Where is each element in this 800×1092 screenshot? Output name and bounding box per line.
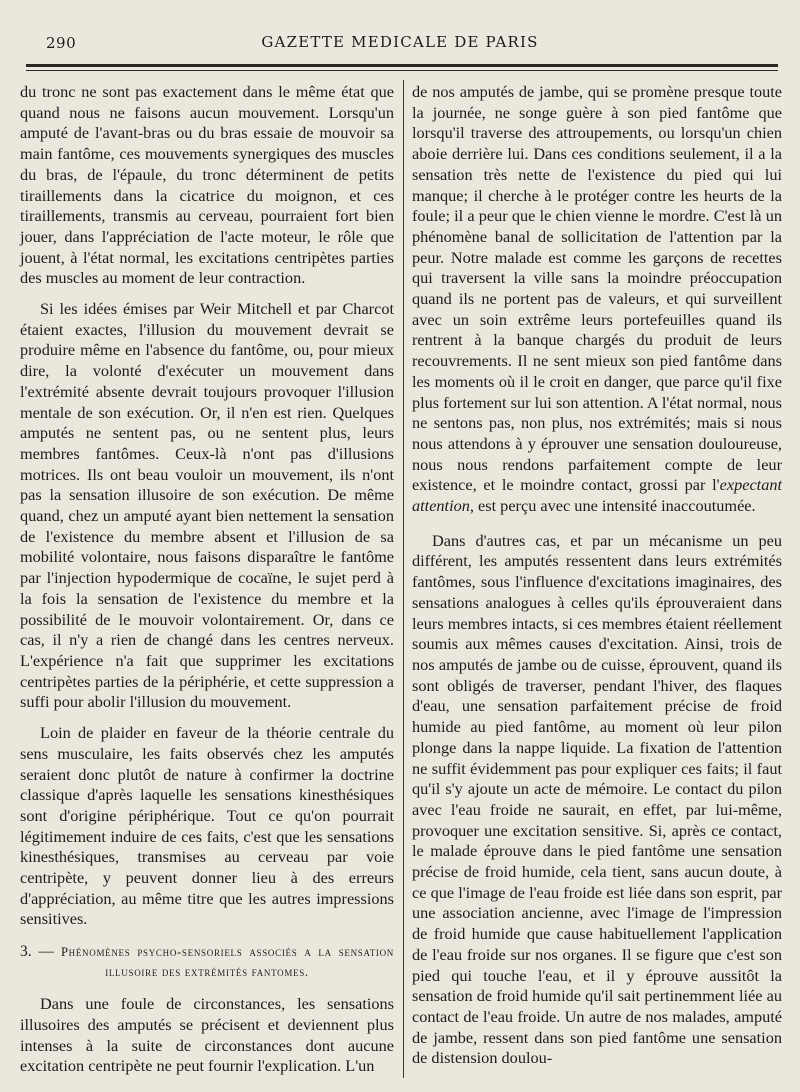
left-paragraph-2: Si les idées émises par Weir Mitchell et par Charcot étaient exactes, l'illusion du mouvement devrait se produire même en l'absence du fantôme, ou, pour mieux dire, la volonté d'exécuter un mouvement dans l'extrémité absente devrait toujours provoquer l'illusion mentale de son exécution. Or, il n'en est rien. Quelques amputés ne sentent pas, ou ne sentent plus, leurs membres fantômes. Ceux-là n'ont pas d'illusions motrices. Ils ont beau vouloir un mouvement, ils n'ont pas la sensation illusoire de son exécution. De même quand, chez un amputé ayant bien nettement la sensation de l'existence du membre absent et l'illusion de sa mobilité volontaire, nous faisons disparaître le fantôme par l'injection hypodermique de cocaïne, le sujet perd à la fois la sensation de l'existence du membre et la possibilité de le mouvoir volontairement. Or, dans ce cas, il n'y a rien de changé dans les centres nerveux. L'expérience n'a fait que supprimer les excitations centripètes parties de la périphérie, et cette suppression a suffi pour abolir l'illusion du mouvement. (20, 299, 394, 712)
right-paragraph-1-italic: expectant attention (412, 475, 782, 516)
section-heading (20, 942, 394, 982)
header-rule-thick (26, 64, 778, 67)
left-paragraph-4: Dans une foule de circonstances, les sensations illusoires des amputés se précisent et deviennent plus intenses à la suite de circonstances dont aucune excitation centripète ne peut fournir l'explication. L'un (20, 994, 394, 1076)
right-paragraph-1-text: de nos amputés de jambe, qui se promène presque toute la journée, ne songe guère à son pied fantôme que lorsqu'il traverse des attroupements, ou lorsqu'un chien aboie derrière lui. Dans ces conditions seulement, il a la sensation très nette de l'existence du pied qui lui manque; il cherche à le protéger contre les heurts de la foule; il a peur que le chien vienne le mordre. C'est là un phénomène banal de sollicitation de l'attention par la peur. Notre malade est comme les garçons de recettes qui traversent la ville sans la moindre préoccupation quand ils ne portent pas de valeurs, et qui surveillent avec un soin extrême leurs portefeuilles quand ils rentrent à la banque chargés du produit de leurs recouvrements. Il ne sent mieux son pied fantôme dans les moments où il le croit en danger, que parce qu'il fixe plus fortement sur lui son attention. A l'état normal, nous ne sentons pas, non plus, nos extrémités; mais si nous nous attendons à y éprouver une sensation douloureuse, nous nous rendons parfaitement compte de leur existence, et le moindre contact, grossi par l' (412, 82, 782, 495)
header-rule-thin (26, 70, 778, 71)
journal-title: GAZETTE MEDICALE DE PARIS (261, 33, 539, 51)
page-header (28, 26, 772, 60)
right-paragraph-1-end: , est perçu avec une intensité inaccoutumée. (469, 496, 756, 516)
left-paragraph-3: Loin de plaider en faveur de la théorie centrale du sens musculaire, les faits observés chez les amputés seraient donc plutôt de nature à confirmer la doctrine classique d'après laquelle les sensations kinesthésiques sont d'origine périphérique. Tout ce qu'on pourrait légitimement induire de ces faits, c'est que les sensations kinesthésiques, transmises au cerveau par voie centripète, y peuvent donner lieu à des erreurs d'appréciation, au même titre que les autres impressions sensitives. (20, 723, 394, 929)
left-column (20, 82, 394, 1077)
right-paragraph-1 (412, 82, 782, 517)
right-column (412, 82, 782, 1069)
section-heading-text: Phénomènes psycho-sensoriels associés a la sensation illusoire des extrémités fantomes. (60, 945, 394, 980)
column-divider (403, 80, 404, 1078)
page-number: 290 (46, 34, 77, 52)
section-heading-number: 3. — (20, 943, 55, 961)
right-paragraph-2: Dans d'autres cas, et par un mécanisme un peu différent, les amputés ressentent dans leurs extrémités fantômes, sous l'influence d'excitations imaginaires, des sensations analogues à celles qu'ils éprouveraient dans leurs membres intacts, si ces membres étaient réellement soumis aux mêmes causes d'excitation. Ainsi, trois de nos amputés de jambe ou de cuisse, éprouvent, quand ils sont obligés de traverser, pendant l'hiver, des flaques d'eau, une sensation parfaitement précise de froid humide au pied fantôme, au moment où leur pilon plonge dans la nappe liquide. La fixation de l'attention ne suffit évidemment pas pour expliquer ces faits; il faut qu'il s'y ajoute un acte de mémoire. Le contact du pilon avec l'eau froide ne saurait, en effet, par lui-même, provoquer une excitation sensitive. Si, après ce contact, le malade éprouve dans le pied fantôme une sensation précise de froid humide, cela tient, sans aucun doute, à ce que l'image de l'eau froide est liée dans son esprit, par une association ancienne, avec l'image de l'impression de froid humide que cause habituellement l'application de l'eau froide sur nos organes. Il se figure que c'est son pied qui touche l'eau, et il y éprouve aussitôt la sensation de froid humide qu'il sait pertinemment liée au contact de l'eau froide. Un autre de nos malades, amputé de jambe, ressent dans son pied fantôme une sensation de distension doulou- (412, 530, 782, 1068)
left-paragraph-1: du tronc ne sont pas exactement dans le même état que quand nous ne faisons aucun mouvement. Lorsqu'un amputé de l'avant-bras ou du bras essaie de mouvoir sa main fantôme, ces mouvements synergiques des muscles du bras, de l'épaule, du tronc déterminent de petits tiraillements dans la cicatrice du moignon, et ces tiraillements, transmis au cerveau, pourraient fort bien jouer, dans l'appréciation de l'acte moteur, le rôle que jouent, à l'état normal, les excitations centripètes parties des muscles au moment de leur contraction. (20, 82, 394, 288)
